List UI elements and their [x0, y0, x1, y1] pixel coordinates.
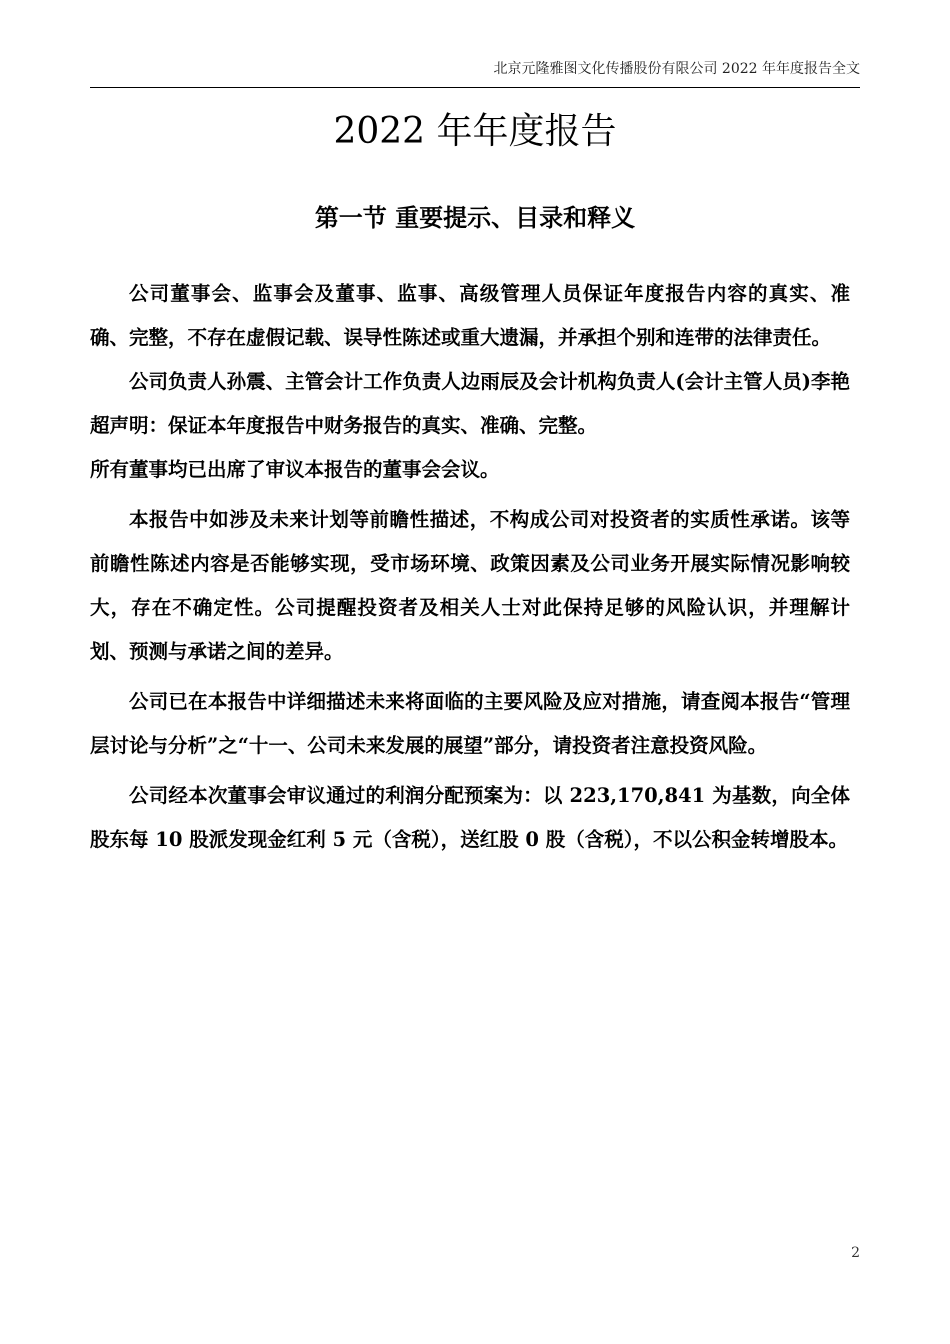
document-title: 2022 年年度报告	[333, 111, 617, 152]
paragraph-profit-distribution: 公司经本次董事会审议通过的利润分配预案为：以 223,170,841 为基数，向全体股东每 10 股派发现金红利 5 元（含税），送红股 0 股（含税），不以公积金转增股本。	[90, 784, 850, 851]
document-body	[90, 272, 850, 862]
paragraph-forward-looking: 本报告中如涉及未来计划等前瞻性描述，不构成公司对投资者的实质性承诺。该等前瞻性陈述内容是否能够实现，受市场环境、政策因素及公司业务开展实际情况影响较大，存在不确定性。公司提醒投资者及相关人士对此保持足够的风险认识，并理解计划、预测与承诺之间的差异。	[90, 508, 850, 663]
paragraph-declaration: 公司负责人孙震、主管会计工作负责人边雨辰及会计机构负责人(会计主管人员)李艳超声明：保证本年度报告中财务报告的真实、准确、完整。	[90, 370, 850, 437]
header-rule	[90, 87, 860, 88]
section-title: 第一节 重要提示、目录和释义	[314, 203, 636, 232]
paragraph-risks: 公司已在本报告中详细描述未来将面临的主要风险及应对措施，请查阅本报告“管理层讨论与分析”之“十一、公司未来发展的展望”部分，请投资者注意投资风险。	[90, 690, 850, 757]
page-number: 2	[851, 1245, 860, 1261]
page-header: 北京元隆雅图文化传播股份有限公司 2022 年年度报告全文	[493, 61, 860, 77]
paragraph-attendance: 所有董事均已出席了审议本报告的董事会会议。	[90, 458, 500, 481]
paragraph-responsibility: 公司董事会、监事会及董事、监事、高级管理人员保证年度报告内容的真实、准确、完整，不存在虚假记载、误导性陈述或重大遗漏，并承担个别和连带的法律责任。	[90, 282, 850, 349]
